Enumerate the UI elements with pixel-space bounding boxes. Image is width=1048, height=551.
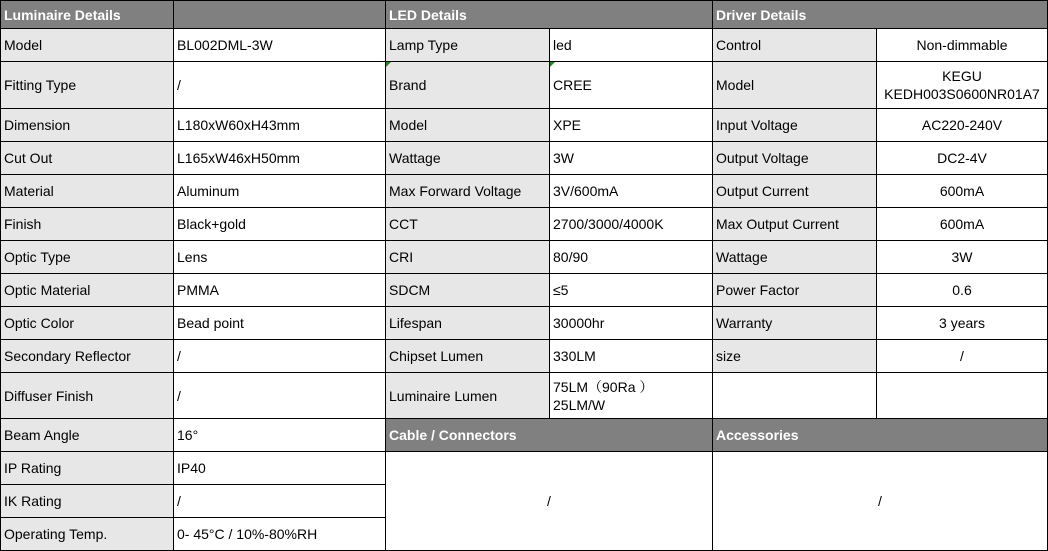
led-value: 80/90 [550,241,713,274]
led-value: 3W [550,142,713,175]
led-value-line: 75LM（90Ra ） [553,378,654,395]
driver-label: Output Current [713,175,877,208]
driver-value-line: KEDH003S0600NR01A7 [884,86,1040,102]
header-row [1,1,1048,29]
led-value: 30000hr [550,307,713,340]
led-label: Chipset Lumen [386,340,550,373]
led-value-line: 25LM/W [553,396,606,413]
luminaire-label: Diffuser Finish [1,373,174,419]
led-label: Max Forward Voltage [386,175,550,208]
luminaire-label: Secondary Reflector [1,340,174,373]
led-label: Brand [386,62,550,109]
luminaire-label: Operating Temp. [1,518,174,551]
cable-connectors-header: Cable / Connectors [386,419,713,452]
driver-label: Control [713,29,877,62]
luminaire-value: Bead point [174,307,386,340]
accessories-value: / [713,452,1048,551]
table-row [1,452,1048,485]
table-row [1,208,1048,241]
driver-value [877,62,1048,109]
luminaire-value: / [174,62,386,109]
luminaire-label: Optic Color [1,307,174,340]
driver-label: Power Factor [713,274,877,307]
luminaire-value: Black+gold [174,208,386,241]
driver-label: Model [713,62,877,109]
accessories-header: Accessories [713,419,1048,452]
luminaire-label: Model [1,29,174,62]
led-label: CCT [386,208,550,241]
led-value: 2700/3000/4000K [550,208,713,241]
luminaire-value: BL002DML-3W [174,29,386,62]
table-row [1,175,1048,208]
luminaire-label: Optic Material [1,274,174,307]
led-label: Lamp Type [386,29,550,62]
table-row [1,62,1048,109]
luminaire-label: Fitting Type [1,62,174,109]
driver-label: Wattage [713,241,877,274]
led-value: 330LM [550,340,713,373]
led-label: Wattage [386,142,550,175]
luminaire-label: Cut Out [1,142,174,175]
driver-value: 0.6 [877,274,1048,307]
driver-value: 600mA [877,208,1048,241]
luminaire-label: IP Rating [1,452,174,485]
luminaire-value: 16° [174,419,386,452]
luminaire-label: Dimension [1,109,174,142]
led-details-header: LED Details [386,1,713,29]
luminaire-value: Lens [174,241,386,274]
led-value: CREE [550,62,713,109]
driver-value: AC220-240V [877,109,1048,142]
luminaire-label: IK Rating [1,485,174,518]
luminaire-value: / [174,373,386,419]
led-label: CRI [386,241,550,274]
table-row [1,241,1048,274]
led-value [550,373,713,419]
driver-label: Max Output Current [713,208,877,241]
driver-value: 3 years [877,307,1048,340]
driver-details-header: Driver Details [713,1,1048,29]
driver-empty-cell [877,373,1048,419]
driver-value: 600mA [877,175,1048,208]
driver-value: DC2-4V [877,142,1048,175]
table-row [1,142,1048,175]
table-row [1,307,1048,340]
luminaire-details-header-blank [174,1,386,29]
driver-value-line: KEGU [942,68,982,84]
luminaire-label: Beam Angle [1,419,174,452]
led-label: Luminaire Lumen [386,373,550,419]
driver-label: size [713,340,877,373]
table-row [1,274,1048,307]
driver-label: Warranty [713,307,877,340]
led-value: XPE [550,109,713,142]
luminaire-value: IP40 [174,452,386,485]
driver-label: Input Voltage [713,109,877,142]
driver-value: / [877,340,1048,373]
table-row [1,419,1048,452]
driver-value: Non-dimmable [877,29,1048,62]
table-row [1,109,1048,142]
led-label: SDCM [386,274,550,307]
table-row [1,373,1048,419]
luminaire-value: L180xW60xH43mm [174,109,386,142]
luminaire-value: 0- 45°C / 10%-80%RH [174,518,386,551]
luminaire-value: Aluminum [174,175,386,208]
led-value: 3V/600mA [550,175,713,208]
luminaire-details-header: Luminaire Details [1,1,174,29]
led-value: led [550,29,713,62]
luminaire-label: Material [1,175,174,208]
luminaire-label: Optic Type [1,241,174,274]
led-label: Model [386,109,550,142]
driver-empty-cell [713,373,877,419]
luminaire-label: Finish [1,208,174,241]
led-label: Lifespan [386,307,550,340]
luminaire-value: PMMA [174,274,386,307]
luminaire-value: L165xW46xH50mm [174,142,386,175]
led-value: ≤5 [550,274,713,307]
driver-value: 3W [877,241,1048,274]
luminaire-value: / [174,340,386,373]
table-row [1,340,1048,373]
luminaire-value: / [174,485,386,518]
table-row [1,29,1048,62]
driver-label: Output Voltage [713,142,877,175]
cable-connectors-value: / [386,452,713,551]
